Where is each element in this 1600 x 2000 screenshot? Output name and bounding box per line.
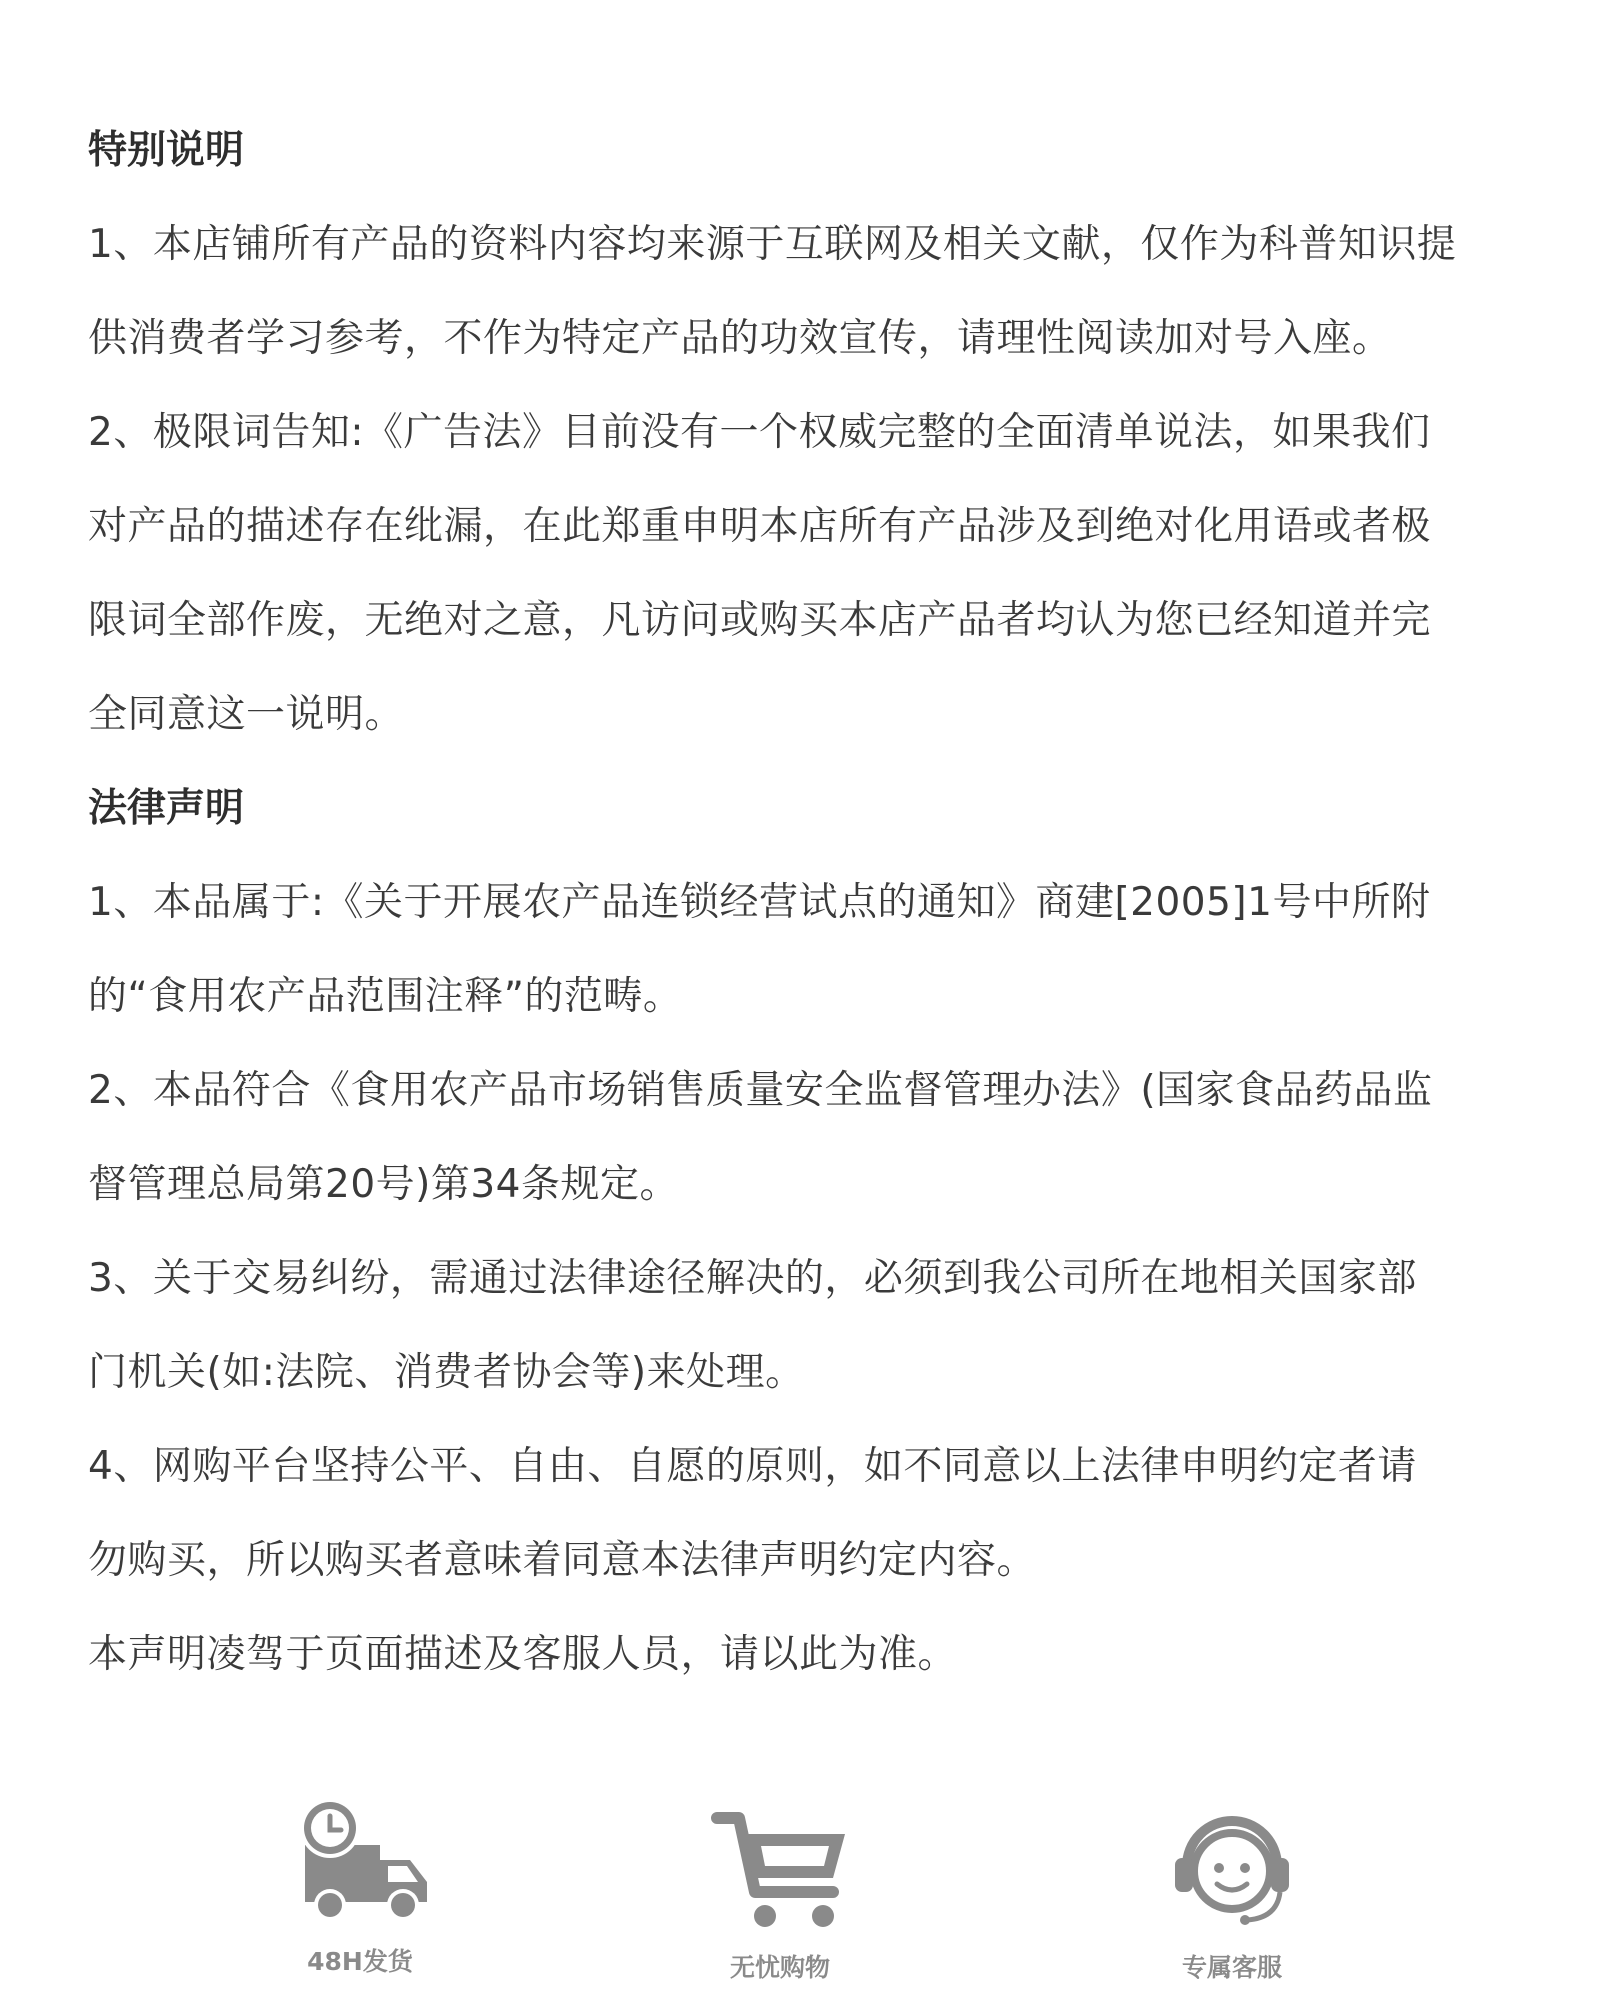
feature-label: 48H发货 xyxy=(307,1947,413,1976)
feature-worry-free-shopping xyxy=(660,1796,900,1984)
text-line: 2、本品符合《食用农产品市场销售质量安全监督管理办法》(国家食品药品监 xyxy=(88,1068,1433,1113)
customer-service-icon xyxy=(1157,1796,1307,1936)
text-line: 1、本店铺所有产品的资料内容均来源于互联网及相关文献，仅作为科普知识提 xyxy=(88,222,1457,267)
text-line: 1、本品属于:《关于开展农产品连锁经营试点的通知》商建[2005]1号中所附 xyxy=(88,880,1431,925)
text-line: 3、关于交易纠纷，需通过法律途径解决的，必须到我公司所在地相关国家部 xyxy=(88,1256,1417,1301)
special-notice-title: 特别说明 xyxy=(88,128,245,173)
text-line: 全同意这一说明。 xyxy=(88,692,405,737)
feature-label: 无忧购物 xyxy=(729,1953,830,1982)
text-line: 本声明凌驾于页面描述及客服人员，请以此为准。 xyxy=(88,1632,958,1677)
legal-notice-paragraph-1 xyxy=(88,856,1528,1044)
legal-notice-paragraph-3 xyxy=(88,1232,1528,1420)
legal-notice-title: 法律声明 xyxy=(88,786,245,831)
special-notice-paragraph-2 xyxy=(88,386,1528,762)
feature-label: 专属客服 xyxy=(1181,1953,1282,1982)
service-features xyxy=(0,1790,1600,2000)
text-line: 供消费者学习参考，不作为特定产品的功效宣传，请理性阅读加对号入座。 xyxy=(88,316,1392,361)
feature-fast-shipping xyxy=(240,1790,480,1978)
text-line: 限词全部作废，无绝对之意，凡访问或购买本店产品者均认为您已经知道并完 xyxy=(88,598,1432,643)
truck-clock-icon xyxy=(285,1790,435,1930)
feature-dedicated-service xyxy=(1112,1796,1352,1984)
legal-notice-footer xyxy=(88,1608,1528,1702)
text-line: 4、网购平台坚持公平、自由、自愿的原则，如不同意以上法律申明约定者请 xyxy=(88,1444,1417,1489)
shopping-cart-icon xyxy=(705,1796,855,1936)
special-notice-paragraph-1 xyxy=(88,198,1528,386)
text-line: 的“食用农产品范围注释”的范畴。 xyxy=(88,974,683,1019)
legal-notice-paragraph-2 xyxy=(88,1044,1528,1232)
text-line: 对产品的描述存在纰漏，在此郑重申明本店所有产品涉及到绝对化用语或者极 xyxy=(88,504,1432,549)
legal-notice-paragraph-4 xyxy=(88,1420,1528,1608)
text-line: 勿购买，所以购买者意味着同意本法律声明约定内容。 xyxy=(88,1538,1037,1583)
text-line: 督管理总局第20号)第34条规定。 xyxy=(88,1162,679,1207)
notice-content xyxy=(88,104,1528,1702)
text-line: 门机关(如:法院、消费者协会等)来处理。 xyxy=(88,1350,805,1395)
text-line: 2、极限词告知:《广告法》目前没有一个权威完整的全面清单说法，如果我们 xyxy=(88,410,1431,455)
